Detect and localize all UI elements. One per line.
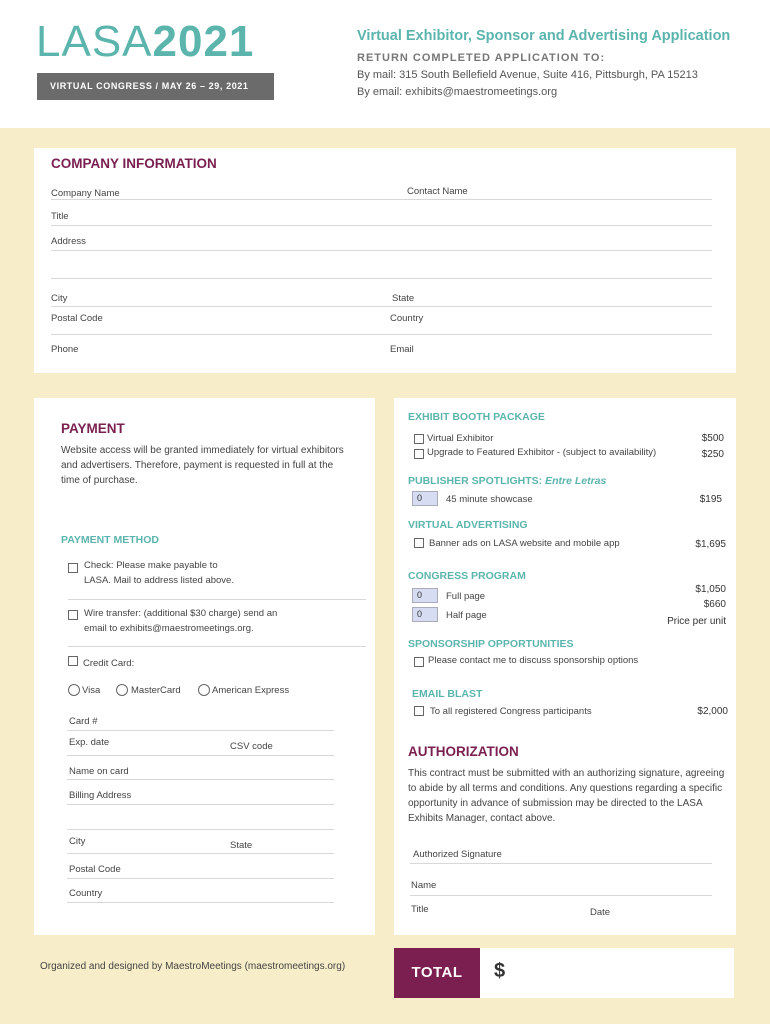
payment-method-title: PAYMENT METHOD <box>61 534 160 546</box>
header <box>0 0 770 128</box>
virtual-exhibitor-label: Virtual Exhibitor <box>427 433 494 444</box>
billing-postal-code-label: Postal Code <box>69 864 121 875</box>
email-label: Email <box>390 344 414 355</box>
title-field[interactable] <box>51 225 712 226</box>
billing-address-label: Billing Address <box>69 790 132 801</box>
credit-card-label: Credit Card: <box>83 658 135 669</box>
showcase-price: $195 <box>699 494 722 505</box>
lasa-logo <box>36 18 254 66</box>
wire-transfer-line2: email to exhibits@maestromeetings.org. <box>84 623 254 634</box>
mastercard-label: MasterCard <box>131 685 181 696</box>
full-page-price: $1,050 <box>695 584 726 595</box>
publisher-spotlights-title <box>408 475 606 487</box>
company-name-label: Company Name <box>51 188 120 199</box>
publisher-spotlights-title-italic: Entre Letras <box>545 475 607 487</box>
full-page-quantity-input[interactable]: 0 <box>412 588 438 603</box>
csv-code-label: CSV code <box>230 741 273 752</box>
total-amount-field[interactable] <box>480 948 734 998</box>
check-checkbox[interactable] <box>68 563 78 573</box>
credit-card-checkbox[interactable] <box>68 656 78 666</box>
upgrade-featured-checkbox[interactable] <box>414 449 424 459</box>
billing-address-field-line2[interactable] <box>67 829 334 830</box>
half-page-label: Half page <box>446 610 487 621</box>
logo-bold-text: 2021 <box>152 17 255 66</box>
email-blast-label: To all registered Congress participants <box>430 706 592 717</box>
sponsorship-checkbox[interactable] <box>414 657 424 667</box>
address-field-line1[interactable] <box>51 250 712 251</box>
title-label: Title <box>51 211 69 222</box>
application-title: Virtual Exhibitor, Sponsor and Advertising Application <box>357 28 731 44</box>
upgrade-featured-price: $250 <box>701 449 724 460</box>
wire-divider <box>68 646 366 647</box>
congress-dates-bar: VIRTUAL CONGRESS / MAY 26 – 29, 2021 <box>37 73 274 100</box>
full-page-label: Full page <box>446 591 486 602</box>
total-label: TOTAL <box>394 948 480 998</box>
address-field-line2[interactable] <box>51 278 712 279</box>
name-on-card-label: Name on card <box>69 766 129 777</box>
authorization-title: AUTHORIZATION <box>408 744 519 759</box>
billing-city-state-field[interactable] <box>67 853 334 854</box>
authorization-text: This contract must be submitted with an authorizing signature, agreeing to abide by all terms and conditions. Any questions regarding a specific opportunity in advance of submission may be directed to the LASA Exhibits Manager, contact above. <box>408 768 725 824</box>
exp-date-label: Exp. date <box>69 737 110 748</box>
contact-name-label: Contact Name <box>407 186 468 197</box>
payment-title: PAYMENT <box>61 421 125 436</box>
virtual-exhibitor-price: $500 <box>701 433 724 444</box>
payment-description: Website access will be granted immediately for virtual exhibitors and advertisers. Therefore, payment is requested in full at the time of purchase. <box>61 445 344 486</box>
exp-csv-field[interactable] <box>67 755 334 756</box>
city-state-field[interactable] <box>51 306 712 307</box>
payment-panel <box>34 398 375 935</box>
price-per-unit-note: Price per unit <box>667 616 726 627</box>
virtual-exhibitor-checkbox[interactable] <box>414 434 424 444</box>
half-page-price: $660 <box>703 599 726 610</box>
sponsorship-label: Please contact me to discuss sponsorship options <box>428 655 639 666</box>
showcase-label: 45 minute showcase <box>446 494 533 505</box>
banner-ads-price: $1,695 <box>695 539 726 550</box>
email-blast-checkbox[interactable] <box>414 706 424 716</box>
auth-date-label: Date <box>590 907 611 918</box>
half-page-quantity-input[interactable]: 0 <box>412 607 438 622</box>
email-blast-title: EMAIL BLAST <box>412 688 483 700</box>
postal-code-label: Postal Code <box>51 313 103 324</box>
country-label: Country <box>390 313 424 324</box>
card-number-label: Card # <box>69 716 98 727</box>
company-information-title: COMPANY INFORMATION <box>51 156 217 171</box>
email-address: By email: exhibits@maestromeetings.org <box>357 86 558 98</box>
mastercard-radio[interactable] <box>116 684 128 696</box>
mail-address: By mail: 315 South Bellefield Avenue, Suite 416, Pittsburgh, PA 15213 <box>357 69 698 81</box>
check-label-line1: Check: Please make payable to <box>84 560 218 571</box>
visa-radio[interactable] <box>68 684 80 696</box>
logo-light-text: LASA <box>36 17 153 66</box>
footer-credit: Organized and designed by MaestroMeetings (maestromeetings.org) <box>40 961 346 972</box>
billing-state-label: State <box>230 840 253 851</box>
return-label: RETURN COMPLETED APPLICATION TO: <box>357 52 606 64</box>
card-number-field[interactable] <box>67 730 334 731</box>
showcase-quantity-input[interactable]: 0 <box>412 491 438 506</box>
billing-city-label: City <box>69 836 86 847</box>
email-blast-price: $2,000 <box>697 706 728 717</box>
sponsorship-title: SPONSORSHIP OPPORTUNITIES <box>408 638 574 650</box>
auth-name-label: Name <box>411 880 437 891</box>
publisher-spotlights-title-text: PUBLISHER SPOTLIGHTS: <box>408 475 546 487</box>
state-label: State <box>392 293 415 304</box>
total-currency-symbol: $ <box>494 960 506 982</box>
billing-country-label: Country <box>69 888 103 899</box>
company-name-field[interactable] <box>51 199 712 200</box>
authorized-signature-label: Authorized Signature <box>413 849 502 860</box>
check-label-line2: LASA. Mail to address listed above. <box>84 575 234 586</box>
upgrade-featured-label: Upgrade to Featured Exhibitor - (subject to availability) <box>427 447 657 458</box>
billing-country-field[interactable] <box>67 902 334 903</box>
congress-program-title: CONGRESS PROGRAM <box>408 570 526 582</box>
postal-country-field[interactable] <box>51 334 712 335</box>
name-on-card-field[interactable] <box>67 779 334 780</box>
address-label: Address <box>51 236 86 247</box>
wire-transfer-line1: Wire transfer: (additional $30 charge) send an <box>84 608 278 619</box>
virtual-advertising-title: VIRTUAL ADVERTISING <box>408 519 528 531</box>
banner-ads-checkbox[interactable] <box>414 538 424 548</box>
exhibit-booth-title: EXHIBIT BOOTH PACKAGE <box>408 411 545 423</box>
visa-label: Visa <box>82 685 101 696</box>
banner-ads-label: Banner ads on LASA website and mobile app <box>429 538 620 549</box>
phone-label: Phone <box>51 344 79 355</box>
american-express-radio[interactable] <box>198 684 210 696</box>
city-label: City <box>51 293 68 304</box>
wire-transfer-checkbox[interactable] <box>68 610 78 620</box>
american-express-label: American Express <box>212 685 290 696</box>
company-information-panel <box>34 148 736 373</box>
billing-address-field-line1[interactable] <box>67 804 334 805</box>
check-divider <box>68 599 366 600</box>
billing-postal-code-field[interactable] <box>67 878 334 879</box>
authorized-signature-field[interactable] <box>410 863 712 864</box>
auth-name-field[interactable] <box>410 895 712 896</box>
options-panel <box>394 398 736 935</box>
auth-title-label: Title <box>411 904 429 915</box>
